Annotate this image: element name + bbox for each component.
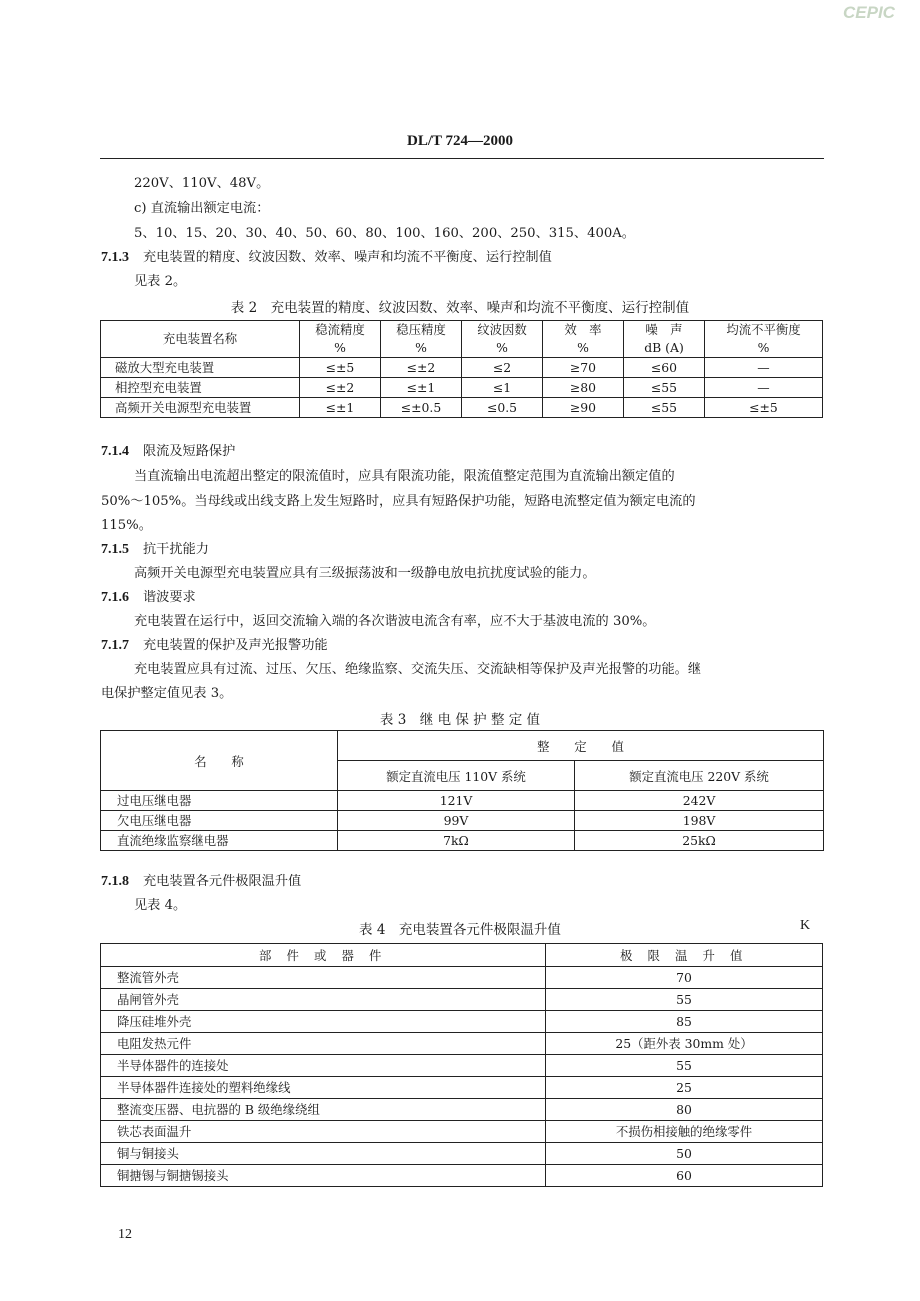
table2-cell: ≤0.5 [462, 398, 543, 418]
table4-header-cell: 部 件 或 器 件 [101, 944, 546, 967]
table4-cell: 80 [546, 1099, 823, 1121]
table2-cell: ≤±1 [300, 398, 381, 418]
item-c-label: c) 直流输出额定电流： [134, 201, 270, 216]
table2-cell: ≤60 [624, 358, 705, 378]
section-7-1-3-body: 见表 2。 [134, 274, 187, 289]
table4-cell: 整流管外壳 [101, 967, 546, 989]
table4-cell: 70 [546, 967, 823, 989]
current-list: 5、10、15、20、30、40、50、60、80、100、160、200、250、315、400A。 [134, 226, 635, 241]
section-7-1-6-heading [101, 588, 196, 608]
table2-cell: ≤±5 [705, 398, 823, 418]
table4-cell: 晶闸管外壳 [101, 989, 546, 1011]
table4-cell: 50 [546, 1143, 823, 1165]
table4 [100, 943, 823, 1187]
section-number: 7.1.7 [101, 638, 129, 653]
table-row [101, 989, 823, 1011]
table3-cell: 7kΩ [338, 831, 575, 851]
table2-cell: ≤±5 [300, 358, 381, 378]
table2-header-cell: 稳流精度 % [300, 321, 381, 358]
table3-cell: 99V [338, 811, 575, 831]
table2-header-cell: 均流不平衡度 % [705, 321, 823, 358]
table3 [100, 730, 824, 851]
table4-header-row [101, 944, 823, 967]
table2-cell: — [705, 378, 823, 398]
table3-cell: 欠电压继电器 [101, 811, 338, 831]
table3-group-header: 整 定 值 [338, 731, 824, 761]
table2-cell: ≤±0.5 [381, 398, 462, 418]
table3-cell: 过电压继电器 [101, 791, 338, 811]
table4-cell: 铜与铜接头 [101, 1143, 546, 1165]
table2-cell: ≤±1 [381, 378, 462, 398]
table2-header-cell: 纹波因数 % [462, 321, 543, 358]
table2-header-cell: 效 率 % [543, 321, 624, 358]
section-number: 7.1.5 [101, 542, 129, 557]
table3-header-row [101, 731, 824, 761]
table-row [101, 1121, 823, 1143]
section-number: 7.1.6 [101, 590, 129, 605]
section-7-1-7-body-line2: 电保护整定值见表 3。 [101, 686, 233, 701]
table2-cell: 相控型充电装置 [101, 378, 300, 398]
table3-cell: 121V [338, 791, 575, 811]
table-row [101, 1055, 823, 1077]
table2-cell: ≤±2 [381, 358, 462, 378]
table2-cell: ≤1 [462, 378, 543, 398]
section-title: 抗干扰能力 [143, 542, 209, 557]
table2-header-cell: 噪 声 dB (A) [624, 321, 705, 358]
table2-cell: ≤55 [624, 378, 705, 398]
section-title: 限流及短路保护 [143, 444, 236, 459]
section-7-1-8-body: 见表 4。 [134, 898, 187, 913]
voltage-list: 220V、110V、48V。 [134, 176, 270, 191]
table4-cell: 半导体器件的连接处 [101, 1055, 546, 1077]
section-7-1-5-body: 高频开关电源型充电装置应具有三级振荡波和一级静电放电抗扰度试验的能力。 [134, 566, 596, 581]
table4-cell: 整流变压器、电抗器的 B 级绝缘绕组 [101, 1099, 546, 1121]
section-7-1-3-heading [101, 248, 552, 268]
table2 [100, 320, 823, 418]
section-7-1-6-body: 充电装置在运行中，返回交流输入端的各次谐波电流含有率，应不大于基波电流的 30%。 [134, 614, 656, 629]
table4-cell: 不损伤相接触的绝缘零件 [546, 1121, 823, 1143]
table4-unit: K [800, 918, 811, 933]
table4-cell: 25 [546, 1077, 823, 1099]
table4-cell: 铁芯表面温升 [101, 1121, 546, 1143]
table4-cell: 55 [546, 989, 823, 1011]
table2-cell: 磁放大型充电装置 [101, 358, 300, 378]
table2-cell: — [705, 358, 823, 378]
section-number: 7.1.4 [101, 444, 129, 459]
table4-cell: 电阻发热元件 [101, 1033, 546, 1055]
table-row [101, 811, 824, 831]
table-row [101, 1077, 823, 1099]
table4-cell: 55 [546, 1055, 823, 1077]
table2-header-cell: 充电装置名称 [101, 321, 300, 358]
table3-cell: 198V [575, 811, 824, 831]
section-7-1-4-body-line3: 115%。 [101, 518, 152, 533]
table-row [101, 1143, 823, 1165]
section-title: 谐波要求 [143, 590, 196, 605]
table4-cell: 85 [546, 1011, 823, 1033]
table2-header-cell: 稳压精度 % [381, 321, 462, 358]
table4-cell: 60 [546, 1165, 823, 1187]
section-7-1-7-body-line1: 充电装置应具有过流、过压、欠压、绝缘监察、交流失压、交流缺相等保护及声光报警的功能。继 [134, 662, 702, 677]
table2-cell: 高频开关电源型充电装置 [101, 398, 300, 418]
section-title: 充电装置各元件极限温升值 [143, 874, 302, 889]
table-row [101, 1099, 823, 1121]
table-row [101, 967, 823, 989]
section-7-1-4-body-line1: 当直流输出电流超出整定的限流值时，应具有限流功能，限流值整定范围为直流输出额定值的 [134, 469, 675, 484]
table4-cell: 25（距外表 30mm 处） [546, 1033, 823, 1055]
table3-cell: 242V [575, 791, 824, 811]
table-row [101, 791, 824, 811]
table3-subheader-cell: 额定直流电压 220V 系统 [575, 761, 824, 791]
section-7-1-7-heading [101, 636, 328, 656]
table3-caption: 表 3 继 电 保 护 整 定 值 [379, 712, 541, 728]
table4-caption: 表 4 充电装置各元件极限温升值 [359, 922, 561, 938]
table4-cell: 半导体器件连接处的塑料绝缘线 [101, 1077, 546, 1099]
table2-cell: ≤55 [624, 398, 705, 418]
standard-code-header: DL/T 724—2000 [407, 133, 513, 149]
header-rule [100, 158, 824, 159]
watermark-logo: CEPIC [843, 3, 895, 22]
table2-header-row [101, 321, 823, 358]
table-row [101, 1033, 823, 1055]
table4-header-cell: 极 限 温 升 值 [546, 944, 823, 967]
table4-cell: 降压硅堆外壳 [101, 1011, 546, 1033]
table3-subheader-cell: 额定直流电压 110V 系统 [338, 761, 575, 791]
table2-caption: 表 2 充电装置的精度、纹波因数、效率、噪声和均流不平衡度、运行控制值 [230, 300, 690, 316]
section-title: 充电装置的精度、纹波因数、效率、噪声和均流不平衡度、运行控制值 [143, 250, 552, 265]
table-row [101, 1165, 823, 1187]
table4-cell: 铜搪锡与铜搪锡接头 [101, 1165, 546, 1187]
table-row [101, 831, 824, 851]
section-7-1-8-heading [101, 872, 301, 892]
section-number: 7.1.3 [101, 250, 129, 265]
table2-cell: ≤2 [462, 358, 543, 378]
table3-cell: 直流绝缘监察继电器 [101, 831, 338, 851]
section-number: 7.1.8 [101, 874, 129, 889]
table2-cell: ≥80 [543, 378, 624, 398]
table-row [101, 358, 823, 378]
section-7-1-4-body-line2: 50%～105%。当母线或出线支路上发生短路时，应具有短路保护功能，短路电流整定值为额定电流的 [101, 494, 696, 509]
table-row [101, 378, 823, 398]
table-row [101, 398, 823, 418]
table3-name-header: 名 称 [101, 731, 338, 791]
section-7-1-5-heading [101, 540, 209, 560]
page-number: 12 [118, 1227, 132, 1242]
section-7-1-4-heading [101, 442, 235, 462]
table2-cell: ≥70 [543, 358, 624, 378]
table2-cell: ≤±2 [300, 378, 381, 398]
section-title: 充电装置的保护及声光报警功能 [143, 638, 328, 653]
table2-cell: ≥90 [543, 398, 624, 418]
table3-cell: 25kΩ [575, 831, 824, 851]
table-row [101, 1011, 823, 1033]
